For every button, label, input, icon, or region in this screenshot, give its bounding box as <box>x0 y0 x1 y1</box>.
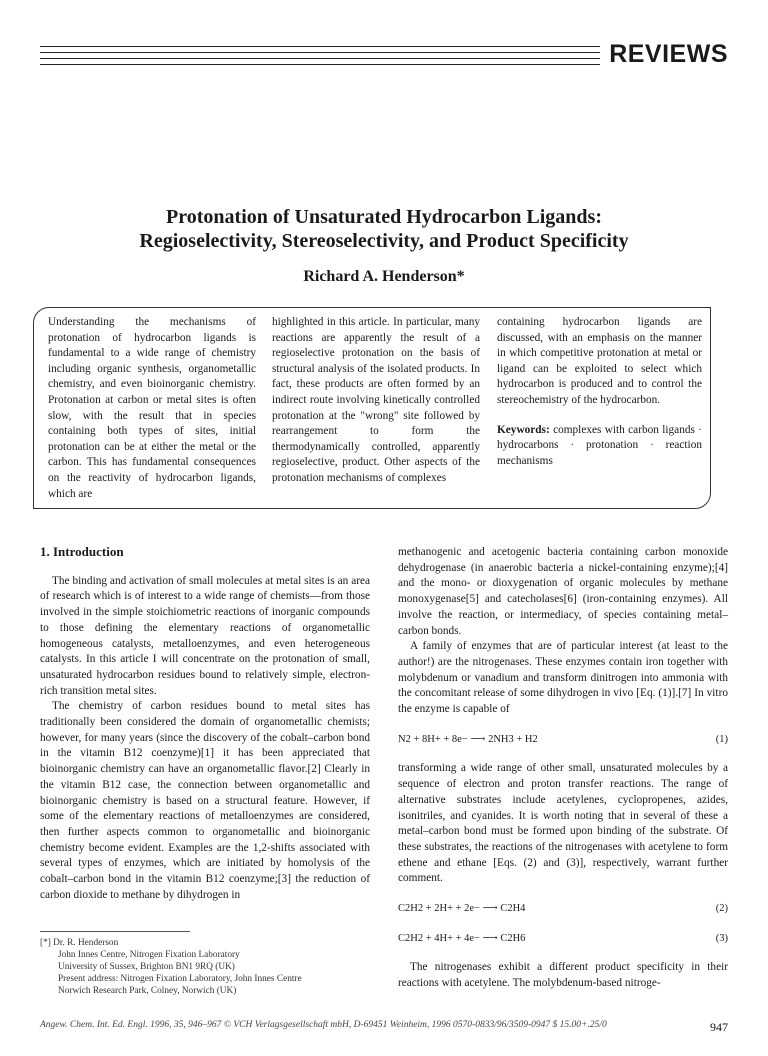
paragraph: The nitrogenases exhibit a different product specificity in their reactions with acetylene. The molybdenum-based nitroge- <box>398 961 728 990</box>
abstract-column-3 <box>497 315 702 469</box>
header-rule-3 <box>40 58 600 59</box>
page-number: 947 <box>710 1020 728 1034</box>
citation-line: Angew. Chem. Int. Ed. Engl. 1996, 35, 946–967 © VCH Verlagsgesellschaft mbH, D-69451 Weinheim, 1996 0570-0833/96/3509-0947 $ 15.00+.25/0 <box>40 1020 607 1030</box>
keywords-label: Keywords: <box>497 423 550 436</box>
paragraph: The binding and activation of small molecules at metal sites is an area of research which is of interest to a wide range of chemists—from those involved in the simple stoichiometric reactions of inorganic compounds to those defining the elementary reactions of organometallic homogeneous catalysts, metalloenzymes, and even heterogeneous catalysts. In this article I will concentrate on the protonation of small, unsaturated hydrocarbon residues bound to relatively simple, electron-rich transition metal sites. <box>40 574 370 697</box>
equation-text: C2H2 + 2H+ + 2e− ⟶ C2H4 <box>398 903 526 915</box>
equation-text: N2 + 8H+ + 8e− ⟶ 2NH3 + H2 <box>398 733 538 745</box>
body-column-left <box>40 544 370 903</box>
equation-number: (3) <box>715 932 728 944</box>
keywords <box>497 423 702 470</box>
equation-number: (2) <box>715 903 728 915</box>
title-line-1: Protonation of Unsaturated Hydrocarbon Ligands: <box>166 206 602 228</box>
abstract-column-1: Understanding the mechanisms of protonation of hydrocarbon ligands is fundamental to a wide range of chemistry including organic synthesis, organometallic chemistry, and even bioinorganic chemistry. Protonation at carbon or metal sites is often slow, with the result that in species containing both types of sites, initial protonation can be at either the metal or the carbon. This has fundamental consequences on the reactivity of hydrocarbon ligands, which are <box>48 316 256 500</box>
header-rule-2 <box>40 52 600 53</box>
paragraph: methanogenic and acetogenic bacteria containing carbon monoxide dehydrogenase (in anaerobic bacteria a nickel-containing enzyme);[4] and the mono- or dioxygenation of organic molecules by methane monoxygenase[5] and catecholases[6] (iron-containing enzymes). All involve the reaction, or intermediacy, of species containing metal–carbon bonds. <box>398 546 728 637</box>
equation-text: C2H2 + 4H+ + 4e− ⟶ C2H6 <box>398 932 526 944</box>
equation-1 <box>398 732 728 748</box>
abstract-column-2: highlighted in this article. In particular, many reactions are apparently the result of a regioselective protonation on the basis of structural analysis of the isolated products. In fact, these products are often formed by an indirect route involving kinetically controlled protonation at the "wrong" site followed by rearrangement to form the thermodynamically controlled, apparently regioselective, product. Other aspects of the protonation mechanisms of complexes <box>272 316 480 484</box>
title-line-2: Regioselectivity, Stereoselectivity, and Product Specificity <box>139 230 629 252</box>
footnote-line: Norwich Research Park, Colney, Norwich (UK) <box>58 986 237 996</box>
equation-3 <box>398 931 728 947</box>
header-rule-4 <box>40 64 600 65</box>
footnote <box>40 937 380 997</box>
page-footer <box>40 1020 728 1035</box>
keywords-list: complexes with carbon ligands · hydrocarbons · protonation · reaction mechanisms <box>497 423 702 467</box>
footnote-line: John Innes Centre, Nitrogen Fixation Laboratory <box>58 950 240 960</box>
footnote-line: [*] Dr. R. Henderson <box>40 938 119 948</box>
section-heading: 1. Introduction <box>40 544 124 559</box>
paragraph: transforming a wide range of other small, unsaturated molecules by a sequence of electron and proton transfer reactions. The range of alternative substrates include acetylenes, cyclopropenes, azides, isonitriles, and cyanides. It is worth noting that in several of these a metal–carbon bond must be formed upon binding of the substrate. Of these substrates, the reactions of the nitrogenases with acetylene to form ethene and ethane [Eqs. (2) and (3)], respectively, warrant further comment. <box>398 762 728 885</box>
body-column-right <box>398 545 728 992</box>
paragraph: The chemistry of carbon residues bound to metal sites has traditionally been considered the domain of organometallic chemists; however, for many years (since the discovery of the cobalt–carbon bond in the vitamin B12 coenzyme)[1] it has been appreciated that bioinorganic chemistry can have an organometallic flavor.[2] Clearly in the vitamin B12 case, the connection between organometallic and bioinorganic chemistry is based on a structural feature. However, if some of the elementary reactions of metalloenzymes are considered, then further aspects common to organometallic and bioinorganic chemistry become evident. Examples are the 1,2-shifts associated with several types of enzymes, which are initiated by homolysis of the cobalt–carbon bond in the vitamin B12 coenzyme;[3] the reduction of carbon dioxide to methane by dihydrogen in <box>40 700 370 901</box>
section-label: REVIEWS <box>609 40 728 68</box>
footnote-line: University of Sussex, Brighton BN1 9RQ (UK) <box>58 962 235 972</box>
equation-number: (1) <box>715 733 728 745</box>
header-rule-1 <box>40 46 600 47</box>
footnote-rule <box>40 931 190 932</box>
equation-2 <box>398 901 728 917</box>
abstract-text-3: containing hydrocarbon ligands are discussed, with an emphasis on the manner in which competitive protonation at metal or ligand can be exploited to select which hydrocarbon is produced and to control the stereochemistry of the hydrocarbon. <box>497 316 702 406</box>
article-title <box>0 205 768 253</box>
footnote-line: Present address: Nitrogen Fixation Laboratory, John Innes Centre <box>58 974 302 984</box>
paragraph: A family of enzymes that are of particular interest (at least to the author!) are the nitrogenases. These enzymes contain iron together with molybdenum or vanadium and transform dinitrogen into ammonia with the concomitant release of some dihydrogen in vivo [Eq. (1)].[7] In vitro the enzyme is capable of <box>398 640 728 716</box>
author-name: Richard A. Henderson* <box>303 268 465 285</box>
